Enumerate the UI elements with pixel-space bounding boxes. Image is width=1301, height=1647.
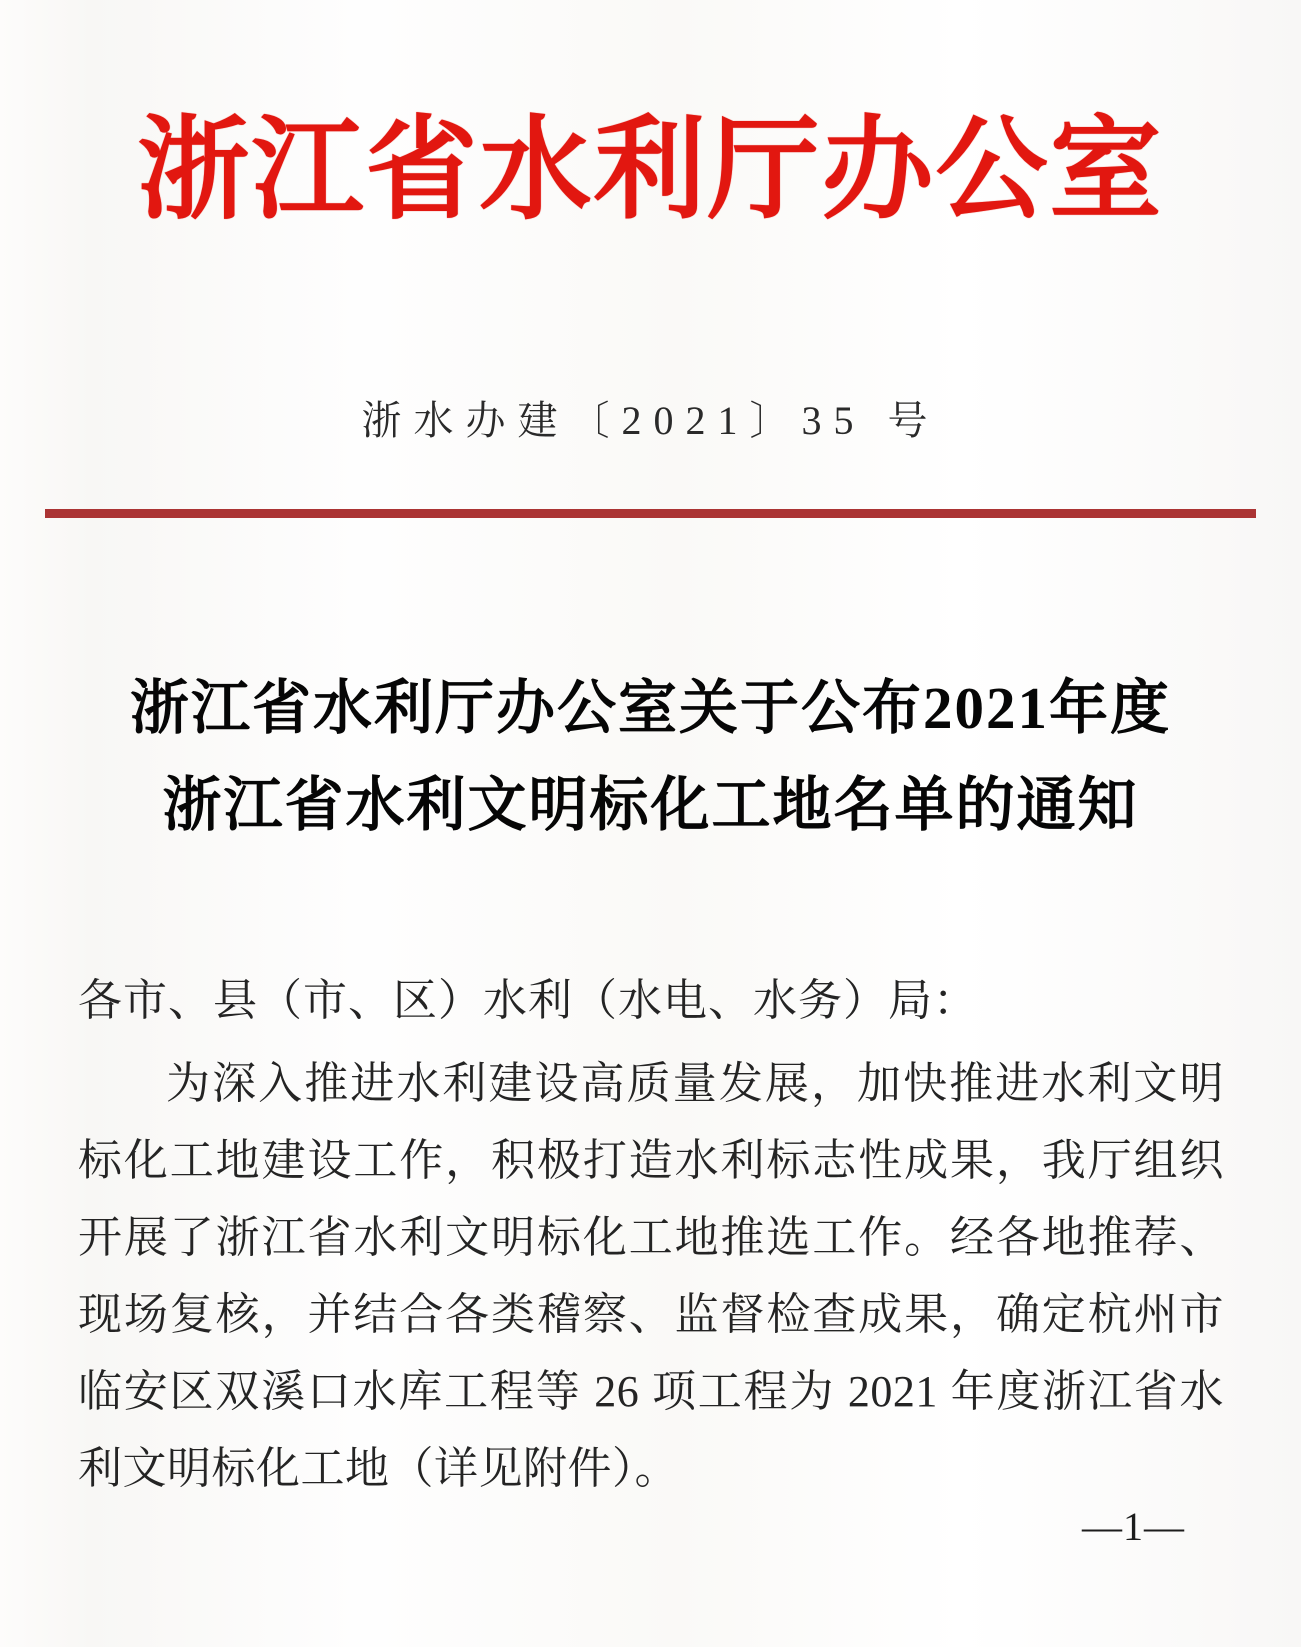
notice-title (0, 660, 1301, 854)
body-paragraph: 为深入推进水利建设高质量发展，加快推进水利文明标化工地建设工作，积极打造水利标志性成果，我厅组织开展了浙江省水利文明标化工地推选工作。经各地推荐、现场复核，并结合各类稽察、监督检查成果，确定杭州市临安区双溪口水库工程等 26 项工程为 2021 年度浙江省水利文明标化工地（详见附件）。 (78, 1059, 1224, 1494)
document-body (78, 962, 1224, 1507)
notice-title-line2: 浙江省水利文明标化工地名单的通知 (162, 772, 1139, 839)
red-divider-line (45, 509, 1256, 518)
notice-title-line1: 浙江省水利厅办公室关于公布2021年度 (129, 675, 1171, 742)
page-number: —1— (1082, 1504, 1185, 1549)
doc-number: 浙水办建〔2021〕35 号 (361, 398, 940, 444)
salutation: 各市、县（市、区）水利（水电、水务）局： (78, 976, 978, 1026)
letterhead-title: 浙江省水利厅办公室 (137, 109, 1164, 233)
